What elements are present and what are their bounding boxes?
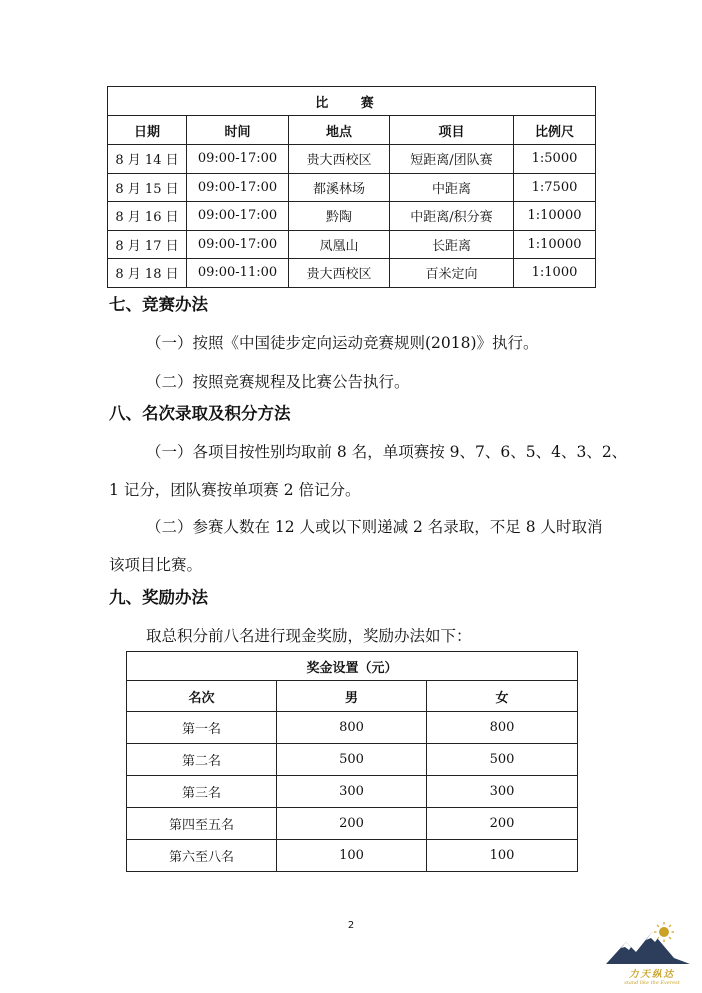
schedule-caption: 比 赛 xyxy=(108,87,596,116)
cell-location: 凤凰山 xyxy=(289,230,390,259)
header-date: 日期 xyxy=(108,116,187,145)
section-9-intro: 取总积分前八名进行现金奖励，奖励办法如下： xyxy=(146,627,472,645)
section-7-title: 七、竞赛办法 xyxy=(109,295,208,314)
table-row xyxy=(127,712,578,744)
logo-subtext: stand like the Everest xyxy=(624,980,680,986)
header-location: 地点 xyxy=(289,116,390,145)
cell-location: 黔陶 xyxy=(289,202,390,231)
cell-date: 8 月 14 日 xyxy=(108,145,187,174)
cell-event: 中距离/积分赛 xyxy=(390,202,514,231)
cell-scale: 1:5000 xyxy=(514,145,596,174)
cell-rank: 第一名 xyxy=(127,712,277,744)
section-9-title: 九、奖励办法 xyxy=(109,588,208,607)
cell-event: 中距离 xyxy=(390,173,514,202)
cell-event: 百米定向 xyxy=(390,259,514,288)
table-row xyxy=(127,776,578,808)
header-female: 女 xyxy=(427,681,578,712)
cell-date: 8 月 16 日 xyxy=(108,202,187,231)
section-8-para-1-line-2: 1 记分，团队赛按单项赛 2 倍记分。 xyxy=(109,481,361,499)
cell-rank: 第六至八名 xyxy=(127,840,277,872)
cell-male: 300 xyxy=(277,776,427,808)
page-number: 2 xyxy=(347,920,355,931)
cell-scale: 1:1000 xyxy=(514,259,596,288)
table-row xyxy=(108,145,596,174)
cell-scale: 1:10000 xyxy=(514,202,596,231)
cell-time: 09:00-17:00 xyxy=(187,173,289,202)
section-8-para-2-line-2: 该项目比赛。 xyxy=(109,556,203,574)
cell-time: 09:00-17:00 xyxy=(187,202,289,231)
award-table xyxy=(126,651,578,872)
cell-male: 200 xyxy=(277,808,427,840)
table-row xyxy=(108,230,596,259)
table-row xyxy=(108,173,596,202)
header-time: 时间 xyxy=(187,116,289,145)
table-row xyxy=(127,744,578,776)
header-scale: 比例尺 xyxy=(514,116,596,145)
cell-female: 100 xyxy=(427,840,578,872)
section-7-item-1: （一）按照《中国徒步定向运动竞赛规则(2018)》执行。 xyxy=(146,334,539,352)
cell-time: 09:00-17:00 xyxy=(187,145,289,174)
section-8-para-1-line-1: （一）各项目按性别均取前 8 名，单项赛按 9、7、6、5、4、3、2、 xyxy=(146,443,628,461)
cell-event: 短距离/团队赛 xyxy=(390,145,514,174)
cell-date: 8 月 17 日 xyxy=(108,230,187,259)
table-row xyxy=(108,259,596,288)
cell-location: 都溪林场 xyxy=(289,173,390,202)
header-male: 男 xyxy=(277,681,427,712)
table-row xyxy=(127,840,578,872)
cell-female: 300 xyxy=(427,776,578,808)
cell-time: 09:00-11:00 xyxy=(187,259,289,288)
section-7-item-2: （二）按照竞赛规程及比赛公告执行。 xyxy=(146,373,410,391)
cell-male: 500 xyxy=(277,744,427,776)
cell-event: 长距离 xyxy=(390,230,514,259)
cell-date: 8 月 18 日 xyxy=(108,259,187,288)
cell-female: 800 xyxy=(427,712,578,744)
table-row xyxy=(127,808,578,840)
cell-location: 贵大西校区 xyxy=(289,259,390,288)
cell-male: 800 xyxy=(277,712,427,744)
cell-rank: 第四至五名 xyxy=(127,808,277,840)
schedule-table xyxy=(107,86,596,288)
cell-scale: 1:10000 xyxy=(514,230,596,259)
logo-text: 力天纵达 xyxy=(628,969,675,980)
cell-scale: 1:7500 xyxy=(514,173,596,202)
cell-date: 8 月 15 日 xyxy=(108,173,187,202)
header-rank: 名次 xyxy=(127,681,277,712)
award-caption: 奖金设置（元） xyxy=(127,652,578,681)
section-8-title: 八、名次录取及积分方法 xyxy=(109,404,291,423)
cell-rank: 第三名 xyxy=(127,776,277,808)
table-row xyxy=(108,202,596,231)
cell-female: 200 xyxy=(427,808,578,840)
cell-female: 500 xyxy=(427,744,578,776)
cell-location: 贵大西校区 xyxy=(289,145,390,174)
cell-time: 09:00-17:00 xyxy=(187,230,289,259)
header-event: 项目 xyxy=(390,116,514,145)
cell-rank: 第二名 xyxy=(127,744,277,776)
section-8-para-2-line-1: （二）参赛人数在 12 人或以下则递减 2 名录取，不足 8 人时取消 xyxy=(146,518,603,536)
cell-male: 100 xyxy=(277,840,427,872)
